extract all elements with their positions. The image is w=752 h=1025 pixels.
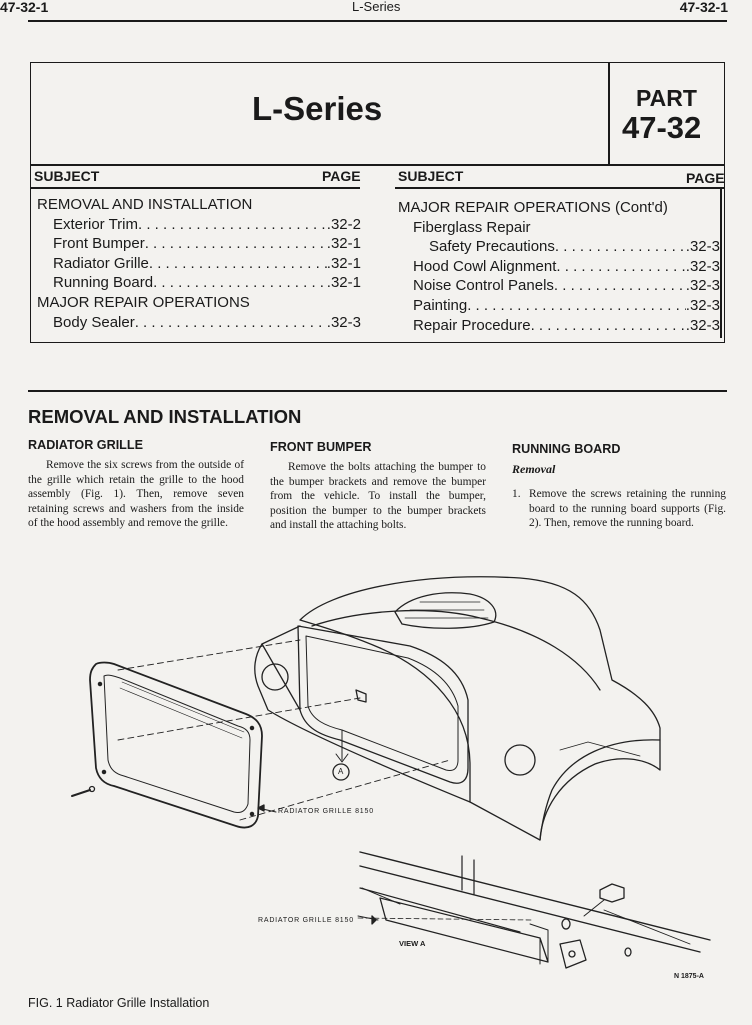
toc-header-rule-left (30, 187, 360, 189)
grille-panel (90, 663, 262, 828)
hood-lower (255, 644, 470, 802)
alignment-line (118, 698, 360, 740)
running-board-text: Remove the screws retaining the running board to the running board supports (Fig. 2). Then, remove the running board. (529, 488, 726, 530)
toc-item[interactable]: MAJOR REPAIR OPERATIONS (Cont'd) (398, 199, 668, 216)
toc-item[interactable]: Safety Precautions . . . .32-3 (398, 237, 720, 257)
callout-a-label: A (338, 767, 344, 776)
toc-item[interactable]: Radiator Grille . . . .32-1 (37, 254, 361, 274)
toc-item[interactable]: Noise Control Panels . . . .32-3 (398, 276, 720, 296)
removal-subheading: Removal (512, 462, 556, 476)
bolt (600, 884, 624, 902)
toc-item[interactable]: Body Sealer . . . .32-3 (37, 313, 361, 333)
header-rule (28, 20, 727, 22)
toc-right-bar (720, 188, 722, 338)
hood-outline (300, 577, 660, 840)
headlight-right (505, 745, 535, 775)
toc-subject-header-left: SUBJECT (34, 168, 100, 184)
callout-radiator-grille-lower: RADIATOR GRILLE 8150 (258, 917, 354, 924)
toc-item[interactable]: MAJOR REPAIR OPERATIONS (37, 293, 250, 311)
title-box-divider-v (608, 62, 610, 165)
bracket-a (356, 690, 366, 702)
radiator-grille-text: Remove the six screws from the outside of the grille which retain the grille to the hood assembly (Fig. 1). Then, remove seven retaining screws and washers from the inside of the hood assembly and remove the grille. (28, 459, 244, 530)
figure-caption: FIG. 1 Radiator Grille Installation (28, 996, 210, 1010)
washer (562, 919, 570, 929)
toc-page-header-right: PAGE (686, 170, 725, 186)
toc-item[interactable]: Repair Procedure . . . .32-3 (398, 316, 720, 336)
toc-item[interactable]: Hood Cowl Alignment . . . .32-3 (398, 257, 720, 277)
alignment-line (118, 640, 300, 670)
front-bumper-text: Remove the bolts attaching the bumper to the bumper brackets and remove the bumper from the vehicle. To install the bumper, position the bumper to the bumper brackets and install the attaching bolts. (270, 461, 486, 532)
toc-item[interactable]: Running Board . . . .32-1 (37, 273, 361, 293)
header-center: L-Series (352, 0, 401, 14)
fender-curve (540, 740, 660, 840)
section-rule (28, 390, 727, 392)
headlight-left (262, 664, 288, 690)
radiator-grille-heading: RADIATOR GRILLE (28, 438, 143, 452)
header-right: 47-32-1 (679, 0, 728, 15)
step-number: 1. (512, 488, 521, 500)
screw (72, 790, 90, 796)
toc-subject-header-right: SUBJECT (398, 168, 464, 184)
nut-plate (560, 940, 586, 968)
toc-item[interactable]: Fiberglass Repair (413, 218, 531, 236)
figure-illustration (0, 560, 752, 990)
frame-rail-low (360, 888, 520, 932)
part-label: PART (636, 85, 697, 111)
title-box-divider-h (30, 164, 725, 166)
page-title: L-Series (252, 90, 383, 127)
part-number: 47-32 (622, 110, 702, 145)
section-title: REMOVAL AND INSTALLATION (28, 406, 302, 427)
toc-item[interactable]: Exterior Trim . . . .32-2 (37, 215, 361, 235)
toc-item[interactable]: REMOVAL AND INSTALLATION (37, 196, 253, 213)
toc-item[interactable]: Front Bumper . . . .32-1 (37, 234, 361, 254)
header-left: 47-32-1 (0, 0, 49, 15)
callout-radiator-grille: RADIATOR GRILLE 8150 (278, 808, 374, 815)
hood-side-left (262, 626, 300, 644)
toc-left (37, 195, 361, 332)
toc-header-rule-right (395, 187, 725, 189)
figure-ref-code: N 1875-A (674, 973, 704, 980)
toc-right (398, 198, 720, 335)
toc-item[interactable]: Painting . . . .32-3 (398, 296, 720, 316)
toc-page-header-left: PAGE (322, 168, 361, 184)
view-a-label: VIEW A (399, 939, 426, 948)
running-board-heading: RUNNING BOARD (512, 442, 621, 456)
front-bumper-heading: FRONT BUMPER (270, 440, 372, 454)
hood-inner-line (312, 611, 600, 690)
